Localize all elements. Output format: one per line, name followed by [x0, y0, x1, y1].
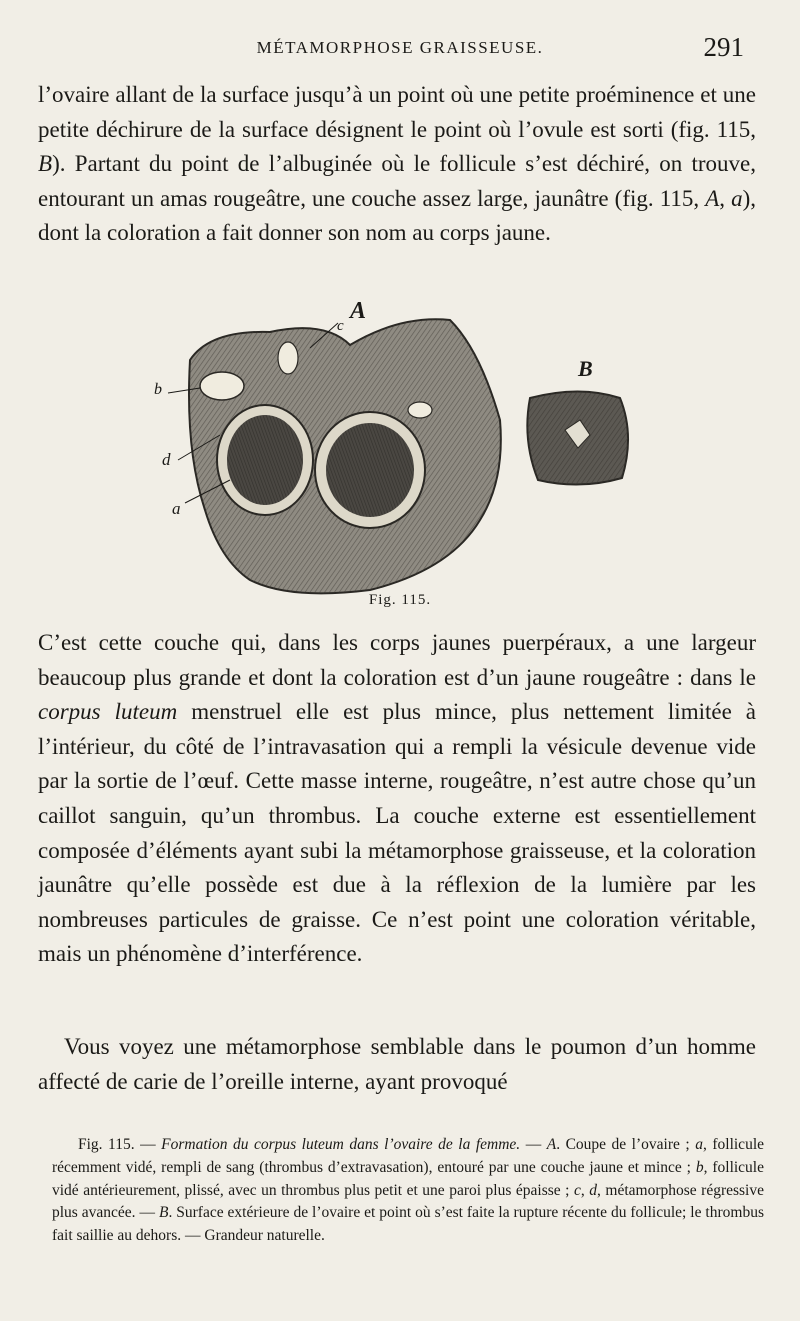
caption-fig-label: Fig. 115. — — [78, 1136, 162, 1153]
ovary-section-a — [168, 319, 501, 593]
caption-dash: — — [520, 1136, 547, 1153]
label-A: A — [350, 298, 367, 324]
caption-title: Formation du corpus luteum dans l’ovaire de la femme. — [161, 1136, 521, 1153]
paragraph-text: ), dont la coloration a fait donner son nom au corps jaune. — [38, 185, 757, 246]
paragraph-text: Vous voyez une métamorphose semblable dans le poumon d’un homme affecté de carie de l’oreille interne, ayant provoqué — [38, 1034, 756, 1094]
label-c: c — [337, 318, 344, 334]
running-head: MÉTAMORPHOSE GRAISSEUSE. — [256, 38, 544, 57]
caption-label: A — [546, 1136, 557, 1153]
caption-text: , follicule vidé antérieurement, plissé, avec un thrombus plus petit et une paroi plus épaisse ; — [52, 1158, 764, 1199]
figure-ref-label: A — [705, 185, 720, 211]
paragraph-1 — [38, 78, 756, 251]
ovary-surface-b — [527, 392, 628, 485]
paragraph-text: l’ovaire allant de la surface jusqu’à un point où une petite proéminence et une petite déchirure de la surface désignent le point où l’ovule est sorti (fig. 115, — [38, 82, 756, 142]
page-number: 291 — [703, 32, 744, 62]
caption-label: c — [573, 1181, 581, 1199]
caption-sep: , — [580, 1181, 590, 1199]
caption-label: b — [695, 1158, 704, 1176]
caption-text: , métamorphose régressive plus avancée. — — [52, 1181, 764, 1222]
figure-caption — [52, 1134, 764, 1248]
paragraph-2 — [38, 626, 756, 972]
paragraph-text: menstruel elle est plus mince, plus nettement limitée à l’intérieur, du côté de l’intravasation qui a rempli la vésicule devenue vide par la sortie de l’œuf. Cette masse interne, rougeâtre, n’est autre chose qu’un caillot sanguin, qu’un thrombus. La couche externe est essentiellement composée d’éléments ayant subi la métamorphose graisseuse, et la coloration jaunâtre qu’elle possède est due à la réflexion de la lumière par les nombreuses particules de graisse. Ce n’est point une coloration véritable, mais un phénomène d’interférence. — [38, 699, 756, 967]
label-b: b — [154, 381, 162, 398]
caption-text: . Surface extérieure de l’ovaire et point où s’est faite la rupture récente du follicule; le thrombus fait saillie au dehors. — Grandeur naturelle. — [52, 1204, 764, 1245]
paragraph-text: ). Partant du point de l’albuginée où le follicule s’est déchiré, on trouve, entourant un amas rougeâtre, une couche assez large, jaunâtre (fig. 115, — [38, 151, 756, 211]
figure-ref-label: a — [731, 185, 743, 211]
label-a: a — [172, 499, 181, 518]
caption-label: a — [695, 1136, 703, 1153]
caption-text: , follicule récemment vidé, rempli de sang (thrombus d’extravasation), entouré par une couche jaune et mince ; — [52, 1136, 764, 1176]
figure-115 — [150, 290, 680, 620]
page-header — [0, 32, 800, 70]
paragraph-3 — [38, 1030, 756, 1099]
paragraph-text: C’est cette couche qui, dans les corps jaunes puerpéraux, a une largeur beaucoup plus grande et dont la coloration est d’un jaune rougeâtre : dans le — [38, 630, 756, 690]
latin-term: corpus luteum — [38, 699, 178, 725]
caption-label: B — [158, 1204, 169, 1222]
figure-number: Fig. 115. — [368, 592, 432, 608]
caption-text: . Coupe de l’ovaire ; — [556, 1136, 696, 1153]
figure-ref-label: B — [38, 151, 53, 177]
label-B: B — [578, 356, 593, 381]
label-d: d — [162, 450, 171, 469]
ovary-illustration — [150, 290, 680, 620]
caption-label: d — [589, 1181, 598, 1199]
separator: , — [719, 185, 732, 211]
